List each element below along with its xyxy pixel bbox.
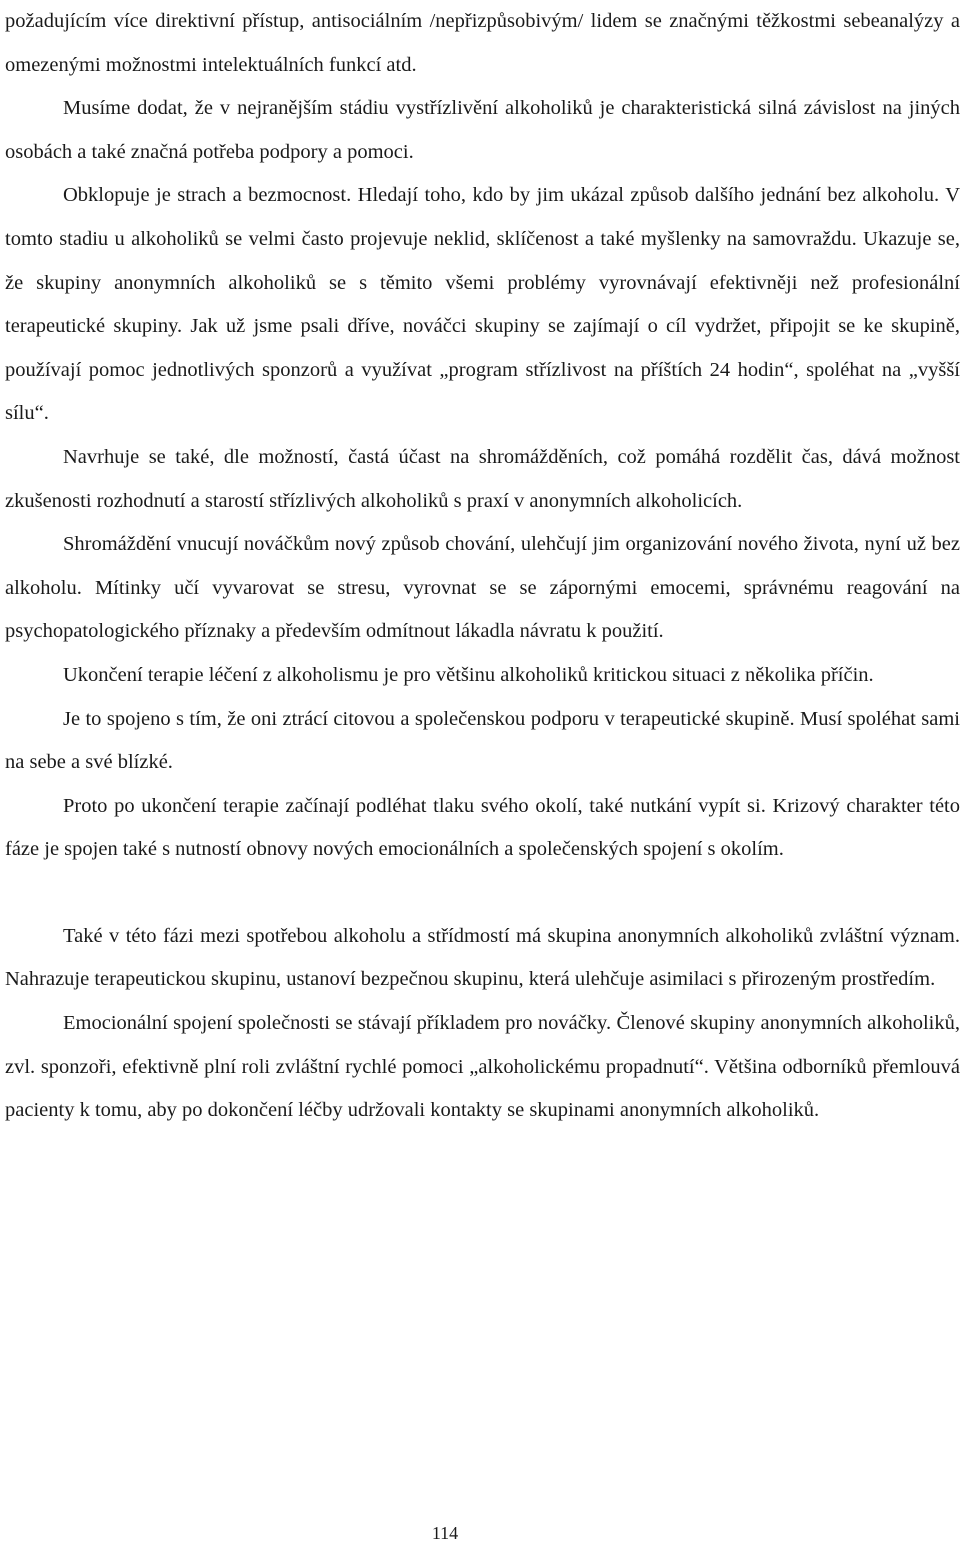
paragraph: Obklopuje je strach a bezmocnost. Hledají toho, kdo by jim ukázal způsob dalšího jednání bez alkoholu. V tomto stadiu u alkoholiků se velmi často projevuje neklid, sklíčenost a také myšlenky na samovraždu. Ukazuje se, že skupiny anonymních alkoholiků se s těmito všemi problémy vyrovnávají efektivněji než profesionální terapeutické skupiny. Jak už jsme psali dříve, nováčci skupiny se zajímají o cíl vydržet, připojit se ke skupině, používají pomoc jednotlivých sponzorů a využívat „program střízlivost na příštích 24 hodin“, spoléhat na „vyšší sílu“. (5, 184, 960, 425)
paragraph-gap (5, 872, 960, 915)
paragraph: Musíme dodat, že v nejranějším stádiu vystřízlivění alkoholiků je charakteristická silná závislost na jiných osobách a také značná potřeba podpory a pomoci. (5, 97, 960, 163)
paragraph-continuation: požadujícím více direktivní přístup, antisociálním /nepřizpůsobivým/ lidem se značnými těžkostmi sebeanalýzy a omezenými možnostmi intelektuálních funkcí atd. (5, 10, 960, 76)
paragraph: Je to spojeno s tím, že oni ztrácí citovou a společenskou podporu v terapeutické skupině. Musí spoléhat sami na sebe a své blízké. (5, 707, 960, 774)
page-number: 114 (431, 1523, 459, 1543)
paragraph: Navrhuje se také, dle možností, častá účast na shromážděních, což pomáhá rozdělit čas, dává možnost zkušenosti rozhodnutí a starostí střízlivých alkoholiků s praxí v anonymních alkoholicích. (5, 445, 960, 512)
paragraph: Také v této fázi mezi spotřebou alkoholu a střídmostí má skupina anonymních alkoholiků zvláštní význam. Nahrazuje terapeutickou skupinu, ustanoví bezpečnou skupinu, která ulehčuje asimilaci s přirozeným prostředím. (5, 924, 960, 991)
paragraph: Shromáždění vnucují nováčkům nový způsob chování, ulehčují jim organizování nového života, nyní už bez alkoholu. Mítinky učí vyvarovat se stresu, vyrovnat se se zápornými emocemi, správnému reagování na psychopatologického příznaky a především odmítnout lákadla návratu k použití. (5, 533, 960, 643)
paragraph: Emocionální spojení společnosti se stávají příkladem pro nováčky. Členové skupiny anonymních alkoholiků, zvl. sponzoři, efektivně plní roli zvláštní rychlé pomoci „alkoholickému propadnutí“. Většina odborníků přemlouvá pacienty k tomu, aby po dokončení léčby udržovali kontakty se skupinami anonymních alkoholiků. (5, 1012, 960, 1122)
paragraph: Ukončení terapie léčení z alkoholismu je pro většinu alkoholiků kritickou situaci z několika příčin. (63, 663, 874, 686)
paragraph: Proto po ukončení terapie začínají podléhat tlaku svého okolí, také nutkání vypít si. Krizový charakter této fáze je spojen také s nutností obnovy nových emocionálních a společenských spojení s okolím. (5, 794, 960, 861)
document-page (5, 0, 960, 1133)
